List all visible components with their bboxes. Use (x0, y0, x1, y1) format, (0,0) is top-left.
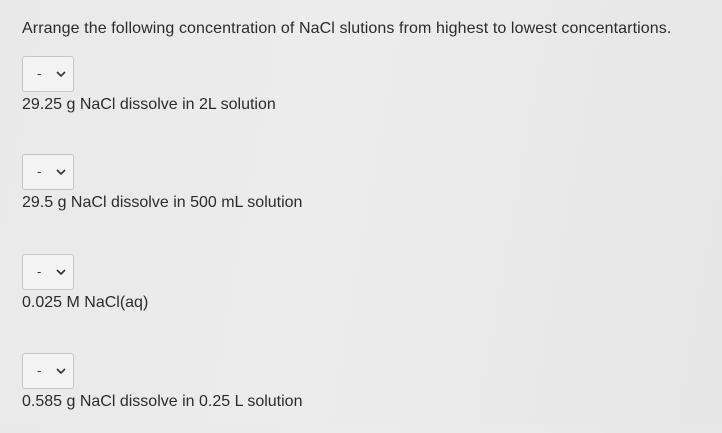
chevron-down-icon (55, 267, 67, 277)
ranking-item-4 (22, 353, 622, 433)
rank-select-4[interactable] (22, 353, 74, 389)
chevron-down-icon (55, 69, 67, 79)
chevron-down-icon (55, 167, 67, 177)
rank-select-value: - (37, 66, 42, 81)
rank-select-value: - (37, 164, 42, 179)
ranking-item-1 (22, 56, 622, 136)
question-text: Arrange the following concentration of NaCl slutions from highest to lowest concentartions. (22, 20, 672, 37)
item-label: 29.25 g NaCl dissolve in 2L solution (22, 96, 276, 113)
chevron-down-icon (55, 366, 67, 376)
item-label: 0.585 g NaCl dissolve in 0.25 L solution (22, 393, 303, 410)
item-label: 0.025 M NaCl(aq) (22, 294, 149, 311)
rank-select-value: - (37, 363, 42, 378)
rank-select-3[interactable] (22, 254, 74, 290)
ranking-item-2 (22, 154, 622, 234)
rank-select-value: - (37, 264, 42, 279)
rank-select-1[interactable] (22, 56, 74, 92)
item-label: 29.5 g NaCl dissolve in 500 mL solution (22, 194, 303, 211)
rank-select-2[interactable] (22, 154, 74, 190)
ranking-item-3 (22, 254, 622, 334)
